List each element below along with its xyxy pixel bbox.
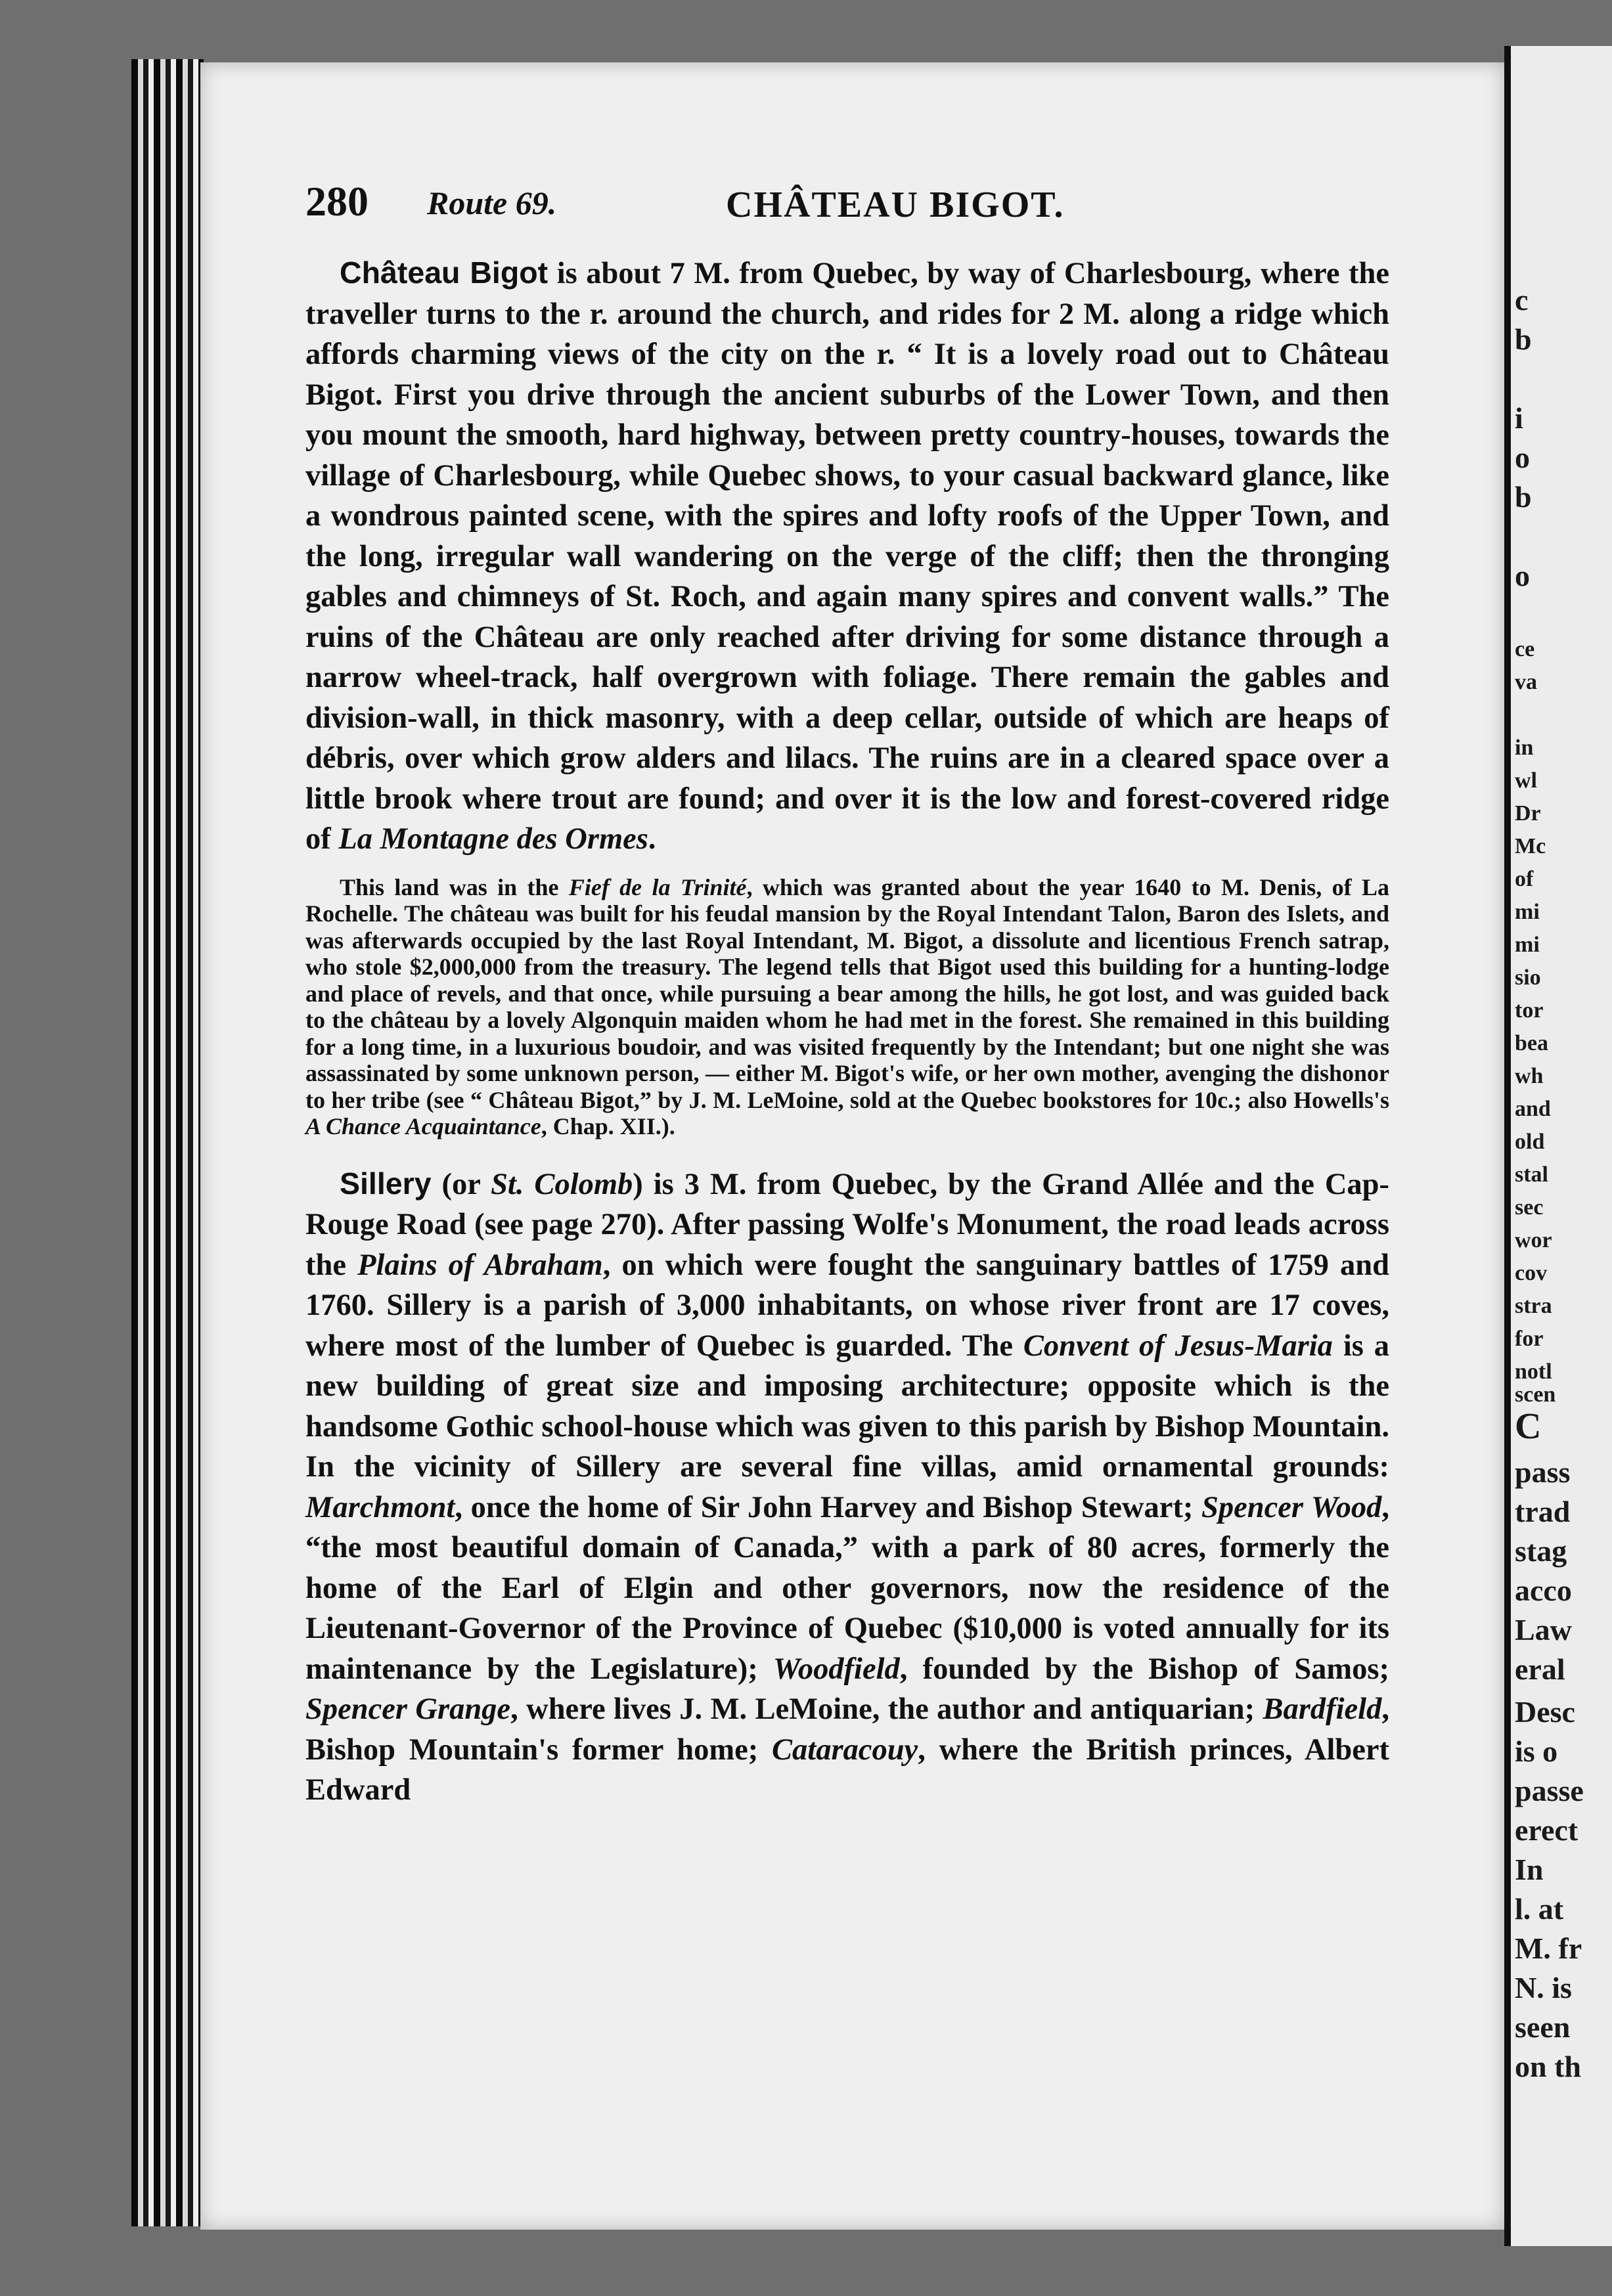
note-text: , which was granted about the year 1640 to M. Denis, of La Rochelle. The château was built for his feudal mansion by the Royal Intendant Talon, Baron des Islets, and was afterwards occupied by the last Royal Intendant, M. Bigot, a dissolute and licentious French satrap, who stole $2,000,000 from the treasury. The legend tells that Bigot used this building for a hunting-lodge and place of revels, and that once, while pursuing a bear among the hills, he got lost, and was guided back to the château by a lovely Algonquin maiden whom he had met in the forest. She remained in this building for a long time, in a luxurious boudoir, and was visited frequently by the Intendant; but one night she was assassinated by some unknown person, — either M. Bigot's wife, or her own mother, avenging the dishonor to her tribe (see “ Château Bigot,” by J. M. LeMoine, sold at the Quebec bookstores for 10c.; also Howells's — [305, 873, 1389, 1113]
facing-fragment: C — [1515, 1406, 1542, 1447]
body-text: , where lives J. M. LeMoine, the author and antiquarian; — [510, 1692, 1263, 1726]
historical-note — [305, 874, 1389, 1140]
facing-fragment: i — [1515, 401, 1523, 435]
place-name: St. Colomb — [491, 1167, 633, 1201]
place-name: La Montagne des Ormes — [338, 822, 648, 856]
body-text: , Bishop Mountain's former home; — [305, 1692, 1389, 1767]
facing-fragment: sio — [1515, 965, 1541, 990]
facing-fragment: is o — [1515, 1734, 1558, 1768]
book-spine-edge — [131, 59, 204, 2226]
facing-fragment: wl — [1515, 768, 1537, 793]
facing-fragment: seen — [1515, 2010, 1571, 2044]
facing-fragment: o — [1515, 441, 1530, 474]
facing-fragment: tor — [1515, 998, 1544, 1023]
body-text: , founded by the Bishop of Samos; — [899, 1652, 1389, 1686]
place-name: Cataracouy — [772, 1733, 918, 1767]
facing-fragment: Law — [1515, 1613, 1572, 1646]
route-label: Route 69. — [427, 185, 557, 221]
sillery-paragraph — [305, 1164, 1389, 1811]
facing-fragment: on th — [1515, 2050, 1581, 2083]
page-number: 280 — [305, 178, 369, 225]
facing-fragment: pass — [1515, 1455, 1571, 1489]
facing-fragment: o — [1515, 559, 1530, 592]
facing-fragment: and — [1515, 1097, 1551, 1121]
facing-fragment: trad — [1515, 1495, 1571, 1528]
place-name: Plains of Abraham — [357, 1248, 603, 1282]
page-title: CHÂTEAU BIGOT. — [726, 185, 1065, 225]
facing-fragment: sec — [1515, 1195, 1544, 1220]
facing-fragment: wor — [1515, 1228, 1552, 1252]
facing-fragment: stal — [1515, 1162, 1548, 1187]
facing-fragment: for — [1515, 1327, 1544, 1351]
body-text: , once the home of Sir John Harvey and Bishop Stewart; — [455, 1490, 1201, 1524]
facing-fragment: stag — [1515, 1534, 1567, 1568]
body-text: (or — [431, 1167, 491, 1201]
note-text: , Chap. XII.). — [541, 1113, 675, 1139]
facing-fragment: eral — [1515, 1652, 1565, 1686]
facing-fragment: in — [1515, 736, 1534, 760]
place-name: Bardfield — [1263, 1692, 1382, 1726]
facing-fragment: Mc — [1515, 834, 1546, 858]
book-title: A Chance Acquaintance — [305, 1113, 541, 1139]
facing-fragment: c — [1515, 283, 1529, 317]
facing-fragment: b — [1515, 480, 1532, 514]
facing-fragment: acco — [1515, 1574, 1572, 1607]
facing-fragment: mi — [1515, 900, 1540, 924]
facing-fragment: N. is — [1515, 1971, 1572, 2004]
facing-fragment: scen — [1515, 1382, 1556, 1407]
place-name: Convent of Jesus-Maria — [1023, 1329, 1333, 1363]
facing-fragment: of — [1515, 867, 1534, 891]
place-name: Marchmont — [305, 1490, 455, 1524]
facing-page — [1504, 46, 1612, 2246]
entry-heading: Château Bigot — [340, 255, 549, 290]
facing-fragment: Desc — [1515, 1695, 1575, 1729]
facing-fragment: cov — [1515, 1261, 1548, 1285]
facing-fragment: mi — [1515, 933, 1540, 957]
facing-fragment: l. at — [1515, 1892, 1564, 1926]
place-name: Fief de la Trinité — [568, 873, 747, 900]
body-text: is a new building of great size and imposing architecture; opposite which is the handsome Gothic school-house which was given to this parish by Bishop Mountain. In the vicinity of Sillery are several fine villas, amid ornamental grounds: — [305, 1329, 1389, 1484]
facing-fragment: Dr — [1515, 801, 1541, 826]
facing-fragment: erect — [1515, 1813, 1578, 1847]
page-content — [305, 158, 1389, 1811]
body-text: , where the British princes, Albert Edward — [305, 1733, 1389, 1807]
place-name: Woodfield — [772, 1652, 900, 1686]
chateau-bigot-paragraph — [305, 253, 1389, 860]
facing-fragment: wh — [1515, 1064, 1544, 1088]
facing-fragment: passe — [1515, 1774, 1584, 1807]
body-text: , on which were fought the sanguinary battles of 1759 and 1760. Sillery is a parish of 3,000 inhabitants, on whose river front are 17 coves, where most of the lumber of Quebec is guarded. The — [305, 1248, 1389, 1363]
note-text: This land was in the — [340, 873, 569, 900]
facing-fragment: old — [1515, 1130, 1545, 1154]
facing-fragment: ce — [1515, 637, 1535, 661]
place-name: Spencer Wood — [1201, 1490, 1382, 1524]
body-text: , “the most beautiful domain of Canada,” with a park of 80 acres, formerly the home of the Earl of Elgin and other governors, now the residence of the Lieutenant-Governor of the Province of Quebec ($10,000 is voted annually for its maintenance by the Legislature); — [305, 1490, 1389, 1686]
body-text: is about 7 M. from Quebec, by way of Charlesbourg, where the traveller turns to the r. around the church, and rides for 2 M. along a ridge which affords charming views of the city on the r. “ It is a lovely road out to Château Bigot. First you drive through the ancient suburbs of the Lower Town, and then you mount the smooth, hard highway, between pretty country-houses, towards the village of Charlesbourg, while Quebec shows, to your casual backward glance, like a wondrous painted scene, with the spires and lofty roofs of the Upper Town, and the long, irregular wall wandering on the verge of the cliff; then the thronging gables and chimneys of St. Roch, and again many spires and convent walls.” The ruins of the Château are only reached after driving for some distance through a narrow wheel-track, half overgrown with foliage. There remain the gables and division-wall, in thick masonry, with a deep cellar, outside of which are heaps of débris, over which grow alders and lilacs. The ruins are in a cleared space over a little brook where trout are found; and over it is the low and forest-covered ridge of — [305, 257, 1390, 856]
facing-fragment: notl — [1515, 1359, 1552, 1384]
facing-fragment: bea — [1515, 1031, 1548, 1055]
facing-fragment: M. fr — [1515, 1932, 1582, 1965]
facing-fragment: In — [1515, 1853, 1544, 1886]
facing-fragment: stra — [1515, 1294, 1552, 1318]
facing-fragment: va — [1515, 670, 1537, 694]
place-name: Spencer Grange — [305, 1692, 511, 1726]
body-text: . — [648, 822, 656, 856]
running-header — [305, 158, 1389, 223]
body-text: ) is 3 M. from Quebec, by the Grand Allée and the Cap-Rouge Road (see page 270). After passing Wolfe's Monument, the road leads across the — [305, 1167, 1389, 1282]
entry-heading: Sillery — [340, 1166, 432, 1201]
facing-fragment: b — [1515, 322, 1532, 356]
